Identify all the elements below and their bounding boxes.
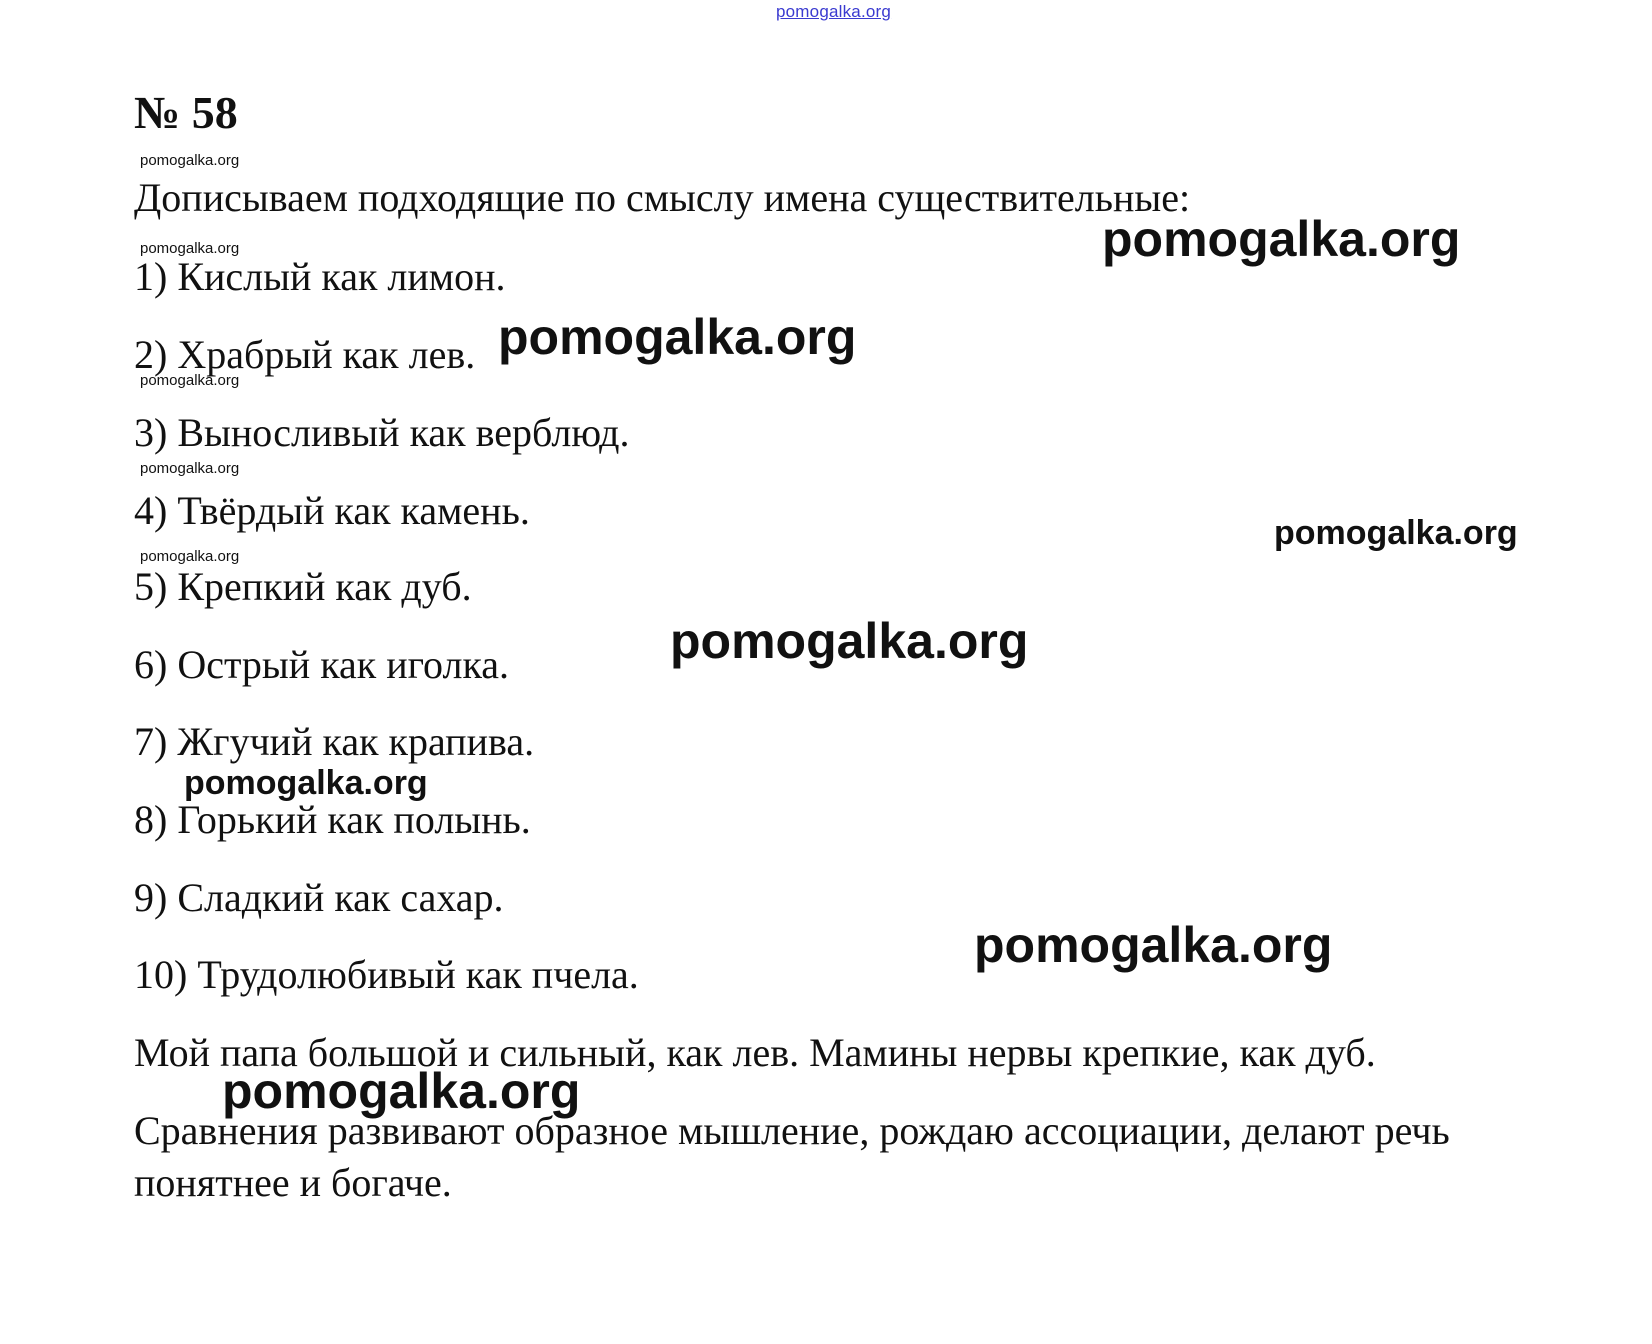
list-item: 2) Храбрый как лев. bbox=[134, 332, 476, 377]
watermark: pomogalka.org bbox=[974, 917, 1333, 973]
small-watermark: pomogalka.org bbox=[140, 548, 240, 565]
intro-text: Дописываем подходящие по смыслу имена существительные: bbox=[134, 175, 1191, 220]
list-item: 9) Сладкий как сахар. bbox=[134, 875, 504, 920]
small-watermark: pomogalka.org bbox=[140, 460, 240, 477]
small-watermark: pomogalka.org bbox=[140, 240, 240, 257]
top-watermark-link[interactable]: pomogalka.org bbox=[776, 2, 892, 21]
list-item: 7) Жгучий как крапива. bbox=[134, 719, 535, 764]
watermark: pomogalka.org bbox=[184, 764, 428, 802]
watermark: pomogalka.org bbox=[1102, 211, 1461, 267]
list-item: 8) Горький как полынь. bbox=[134, 797, 531, 842]
watermark: pomogalka.org bbox=[670, 613, 1029, 669]
list-item: 1) Кислый как лимон. bbox=[134, 254, 506, 299]
small-watermark: pomogalka.org bbox=[140, 372, 240, 389]
small-watermark: pomogalka.org bbox=[140, 152, 240, 169]
paragraph-text: Мой папа большой и сильный, как лев. Мамины нервы крепкие, как дуб. bbox=[134, 1030, 1376, 1075]
watermark: pomogalka.org bbox=[498, 309, 857, 365]
paragraph-text: Сравнения развивают образное мышление, рождаю ассоциации, делают речь bbox=[134, 1108, 1450, 1153]
list-item: 4) Твёрдый как камень. bbox=[134, 488, 530, 533]
paragraph-text: понятнее и богаче. bbox=[134, 1160, 452, 1205]
exercise-number: № 58 bbox=[134, 87, 238, 138]
list-item: 3) Выносливый как верблюд. bbox=[134, 410, 630, 455]
list-item: 10) Трудолюбивый как пчела. bbox=[134, 952, 639, 997]
watermark: pomogalka.org bbox=[1274, 514, 1518, 552]
watermark: pomogalka.org bbox=[222, 1063, 581, 1119]
list-item: 6) Острый как иголка. bbox=[134, 642, 510, 687]
list-item: 5) Крепкий как дуб. bbox=[134, 564, 472, 609]
